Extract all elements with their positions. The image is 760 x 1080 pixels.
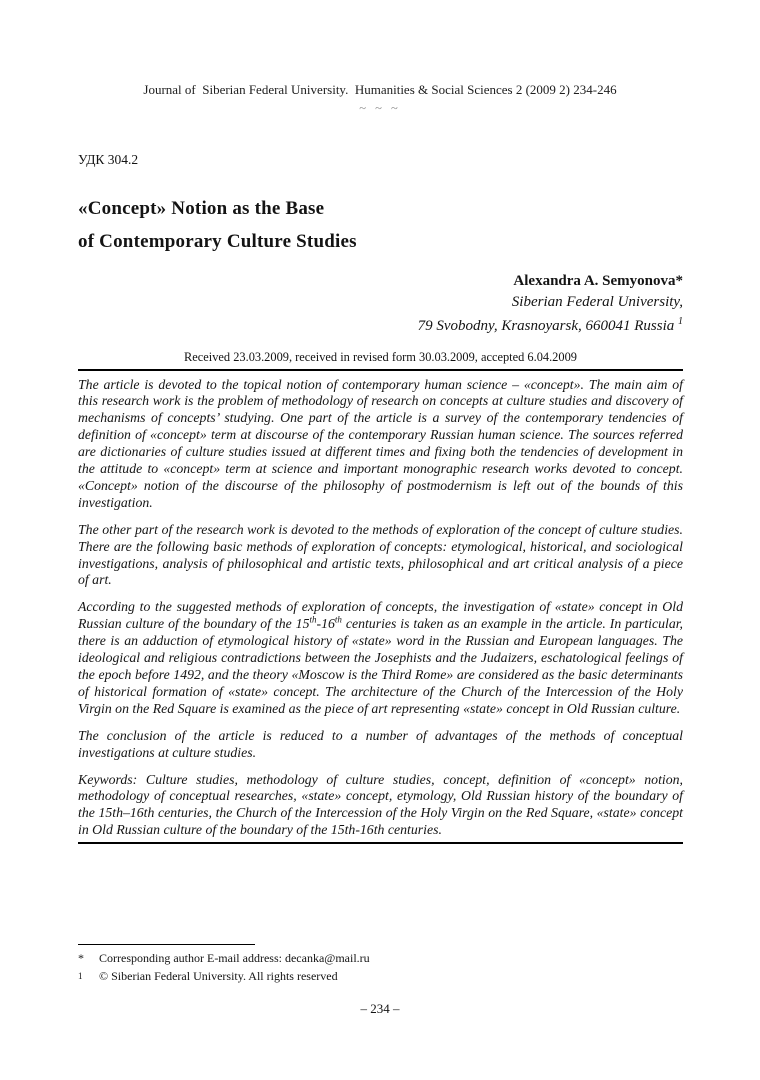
footnote-marker-superscript: 1 (78, 970, 83, 981)
author-block (78, 271, 683, 337)
article-title (78, 192, 683, 258)
footnote-copyright (78, 969, 683, 989)
abstract-paragraph-3-text: -16 (316, 616, 335, 632)
footnote-marker-asterisk: * (78, 951, 84, 965)
udk-code: УДК 304.2 (78, 152, 139, 167)
abstract (78, 377, 683, 840)
ordinal-superscript: th (334, 614, 342, 625)
ordinal-superscript: th (309, 614, 317, 625)
journal-header: Journal of Siberian Federal University. Humanities & Social Sciences 2 (2009 2) 234-246 (143, 82, 617, 97)
page-number: – 234 – (360, 1001, 400, 1016)
abstract-paragraph-3 (78, 599, 683, 717)
author-name: Alexandra A. Semyonova* (513, 273, 683, 289)
abstract-paragraph-3-text: According to the suggested methods of exploration of concepts, the investigation of «state» concept in Old Russian culture of the boundary of the 15 (78, 599, 683, 632)
bottom-divider (78, 842, 683, 844)
abstract-paragraph-2: The other part of the research work is devoted to the methods of exploration of the concept of culture studies. There are the following basic methods of exploration of concepts: etymological, historical, and sociological investigations, analysis of philosophical and artistic texts, philosophical and art critical analysis of a piece of art. (78, 521, 683, 588)
top-divider (78, 369, 683, 371)
footnote-label: Corresponding author E-mail address: (99, 951, 285, 965)
article-title-line2: of Contemporary Culture Studies (78, 231, 357, 252)
email-address: decanka@mail.ru (284, 951, 370, 965)
page-footer (0, 944, 760, 1017)
abstract-paragraph-3-text: centuries is taken as an example in the article. In particular, there is an adduction of etymological history of «state» word in the Russian and European languages. The ideological and religious contradictions between the Josephists and the Judaizers, eschatological feelings of the epoch before 1492, and the theory «Moscow is the Third Rome» are considered as the basic determinants of historical formation of «state» concept. The architecture of the Church of the Intercession of the Holy Virgin on the Red Square is examined as the piece of art representing «state» concept in Old Russian culture. (78, 616, 684, 716)
received-dates: Received 23.03.2009, received in revised form 30.03.2009, accepted 6.04.2009 (184, 349, 577, 364)
author-address-text: 79 Svobodny, Krasnoyarsk, 660041 Russia (417, 318, 678, 334)
footnote-marker-one (78, 969, 99, 989)
footnote-divider (78, 944, 255, 945)
tilde-ornament: ~ ~ ~ (359, 101, 401, 115)
author-affiliation: Siberian Federal University, (511, 293, 683, 310)
footnote-corresponding-author (78, 951, 683, 967)
author-address (78, 312, 683, 337)
footnote-text (99, 951, 370, 967)
footnote-text: © Siberian Federal University. All rights reserved (99, 968, 338, 983)
address-footnote-mark: 1 (678, 316, 683, 327)
abstract-paragraph-1: The article is devoted to the topical notion of contemporary human science – «concept». The main aim of this research work is the problem of methodology of research on concepts at culture studies and discovery of mechanisms of concepts’ studying. One part of the article is a survey of the contemporary tendencies of definition of «concept» term at discourse of the contemporary Russian human science. The sources referred are dictionaries of culture studies issued at different times and fixing both the tendencies of development in the attitude to «concept» term at science and important monographic research works devoted to concept. «Concept» notion of the discourse of the philosophy of postmodernism is left out of the bounds of this investigation. (78, 376, 683, 510)
abstract-paragraph-4: The conclusion of the article is reduced to a number of advantages of the methods of conceptual investigations at culture studies. (78, 727, 683, 760)
keywords-paragraph: Keywords: Culture studies, methodology of culture studies, concept, definition of «concept» notion, methodology of conceptual researches, «state» concept, etymology, Old Russian history of the boundary of the 15th–16th centuries, the Church of the Intercession of the Holy Virgin on the Red Square, «state» concept in Old Russian culture of the boundary of the 15th-16th centuries. (78, 771, 683, 838)
article-title-line1: «Concept» Notion as the Base (78, 198, 325, 219)
